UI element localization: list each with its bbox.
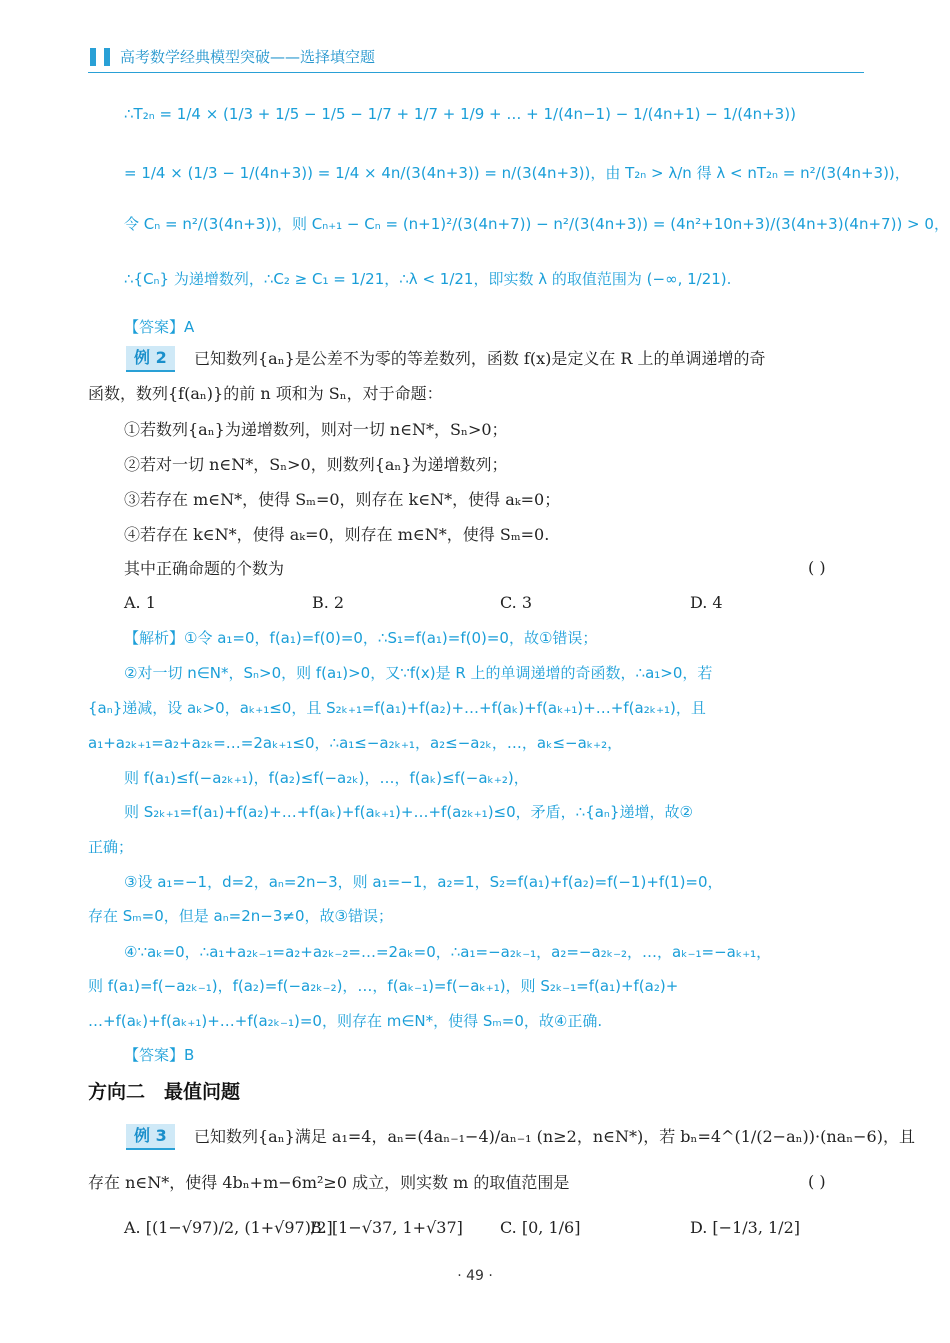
option-d: D. [−1/3, 1/2] <box>690 1218 800 1237</box>
option-c: C. 3 <box>500 593 533 612</box>
question-text: 函数，数列{f(aₙ)}的前 n 项和为 Sₙ，对于命题： <box>88 384 443 403</box>
solution-line: a₁+a₂ₖ₊₁=a₂+a₂ₖ=…=2aₖ₊₁≤0，∴a₁≤−a₂ₖ₊₁，a₂≤−a₂ₖ，…，aₖ≤−aₖ₊₂， <box>88 734 623 752</box>
option-b: B. [1−√37, 1+√37] <box>310 1218 463 1237</box>
proposition: ②若对一切 n∈N*，Sₙ>0，则数列{aₙ}为递增数列； <box>124 455 508 474</box>
question-text: 存在 n∈N*，使得 4bₙ+m−6m²≥0 成立，则实数 m 的取值范围是 <box>88 1173 570 1192</box>
example-badge: 例 3 <box>126 1124 175 1150</box>
answer-line: 【答案】B <box>124 1046 195 1064</box>
header-bar-2 <box>104 48 110 66</box>
question-prompt: 其中正确命题的个数为 <box>124 559 285 578</box>
header-title: 高考数学经典模型突破——选择填空题 <box>120 48 376 66</box>
proposition: ③若存在 m∈N*，使得 Sₘ=0，则存在 k∈N*，使得 aₖ=0； <box>124 490 561 509</box>
solution-line: 正确； <box>88 838 134 856</box>
option-c: C. [0, 1/6] <box>500 1218 581 1237</box>
option-b: B. 2 <box>312 593 345 612</box>
solution-line: = 1/4 × (1/3 − 1/(4n+3)) = 1/4 × 4n/(3(4n+3)) = n/(3(4n+3))，由 T₂ₙ > λ/n 得 λ < nT₂ₙ = n²/(3(4n+3))， <box>124 164 910 182</box>
solution-line: 则 f(a₁)=f(−a₂ₖ₋₁)，f(a₂)=f(−a₂ₖ₋₂)，…，f(aₖ₋₁)=f(−aₖ₊₁)，则 S₂ₖ₋₁=f(a₁)+f(a₂)+ <box>88 977 679 995</box>
solution-line: {aₙ}递减，设 aₖ>0，aₖ₊₁≤0，且 S₂ₖ₊₁=f(a₁)+f(a₂)+…+f(aₖ)+f(aₖ₊₁)+…+f(a₂ₖ₊₁)，且 <box>88 699 706 717</box>
proposition: ①若数列{aₙ}为递增数列，则对一切 n∈N*，Sₙ>0； <box>124 420 508 439</box>
solution-line: 则 S₂ₖ₊₁=f(a₁)+f(a₂)+…+f(aₖ)+f(aₖ₊₁)+…+f(a₂ₖ₊₁)≤0，矛盾，∴{aₙ}递增，故② <box>124 803 693 821</box>
header-bar-1 <box>90 48 96 66</box>
answer-parenthesis: ( ) <box>808 558 826 577</box>
solution-line: ②对一切 n∈N*，Sₙ>0，则 f(a₁)>0，又∵f(x)是 R 上的单调递增的奇函数，∴a₁>0，若 <box>124 664 713 682</box>
proposition: ④若存在 k∈N*，使得 aₖ=0，则存在 m∈N*，使得 Sₘ=0. <box>124 525 550 544</box>
solution-line: ③设 a₁=−1，d=2，aₙ=2n−3，则 a₁=−1，a₂=1，S₂=f(a₁)+f(a₂)=f(−1)+f(1)=0， <box>124 873 723 891</box>
running-header <box>88 46 864 73</box>
solution-line: ∴T₂ₙ = 1/4 × (1/3 + 1/5 − 1/5 − 1/7 + 1/7 + 1/9 + … + 1/(4n−1) − 1/(4n+1) − 1/(4n+3)) <box>124 105 796 123</box>
question-text: 已知数列{aₙ}满足 a₁=4，aₙ=(4aₙ₋₁−4)/aₙ₋₁ (n≥2，n∈N*)，若 bₙ=4^(1/(2−aₙ))·(naₙ−6)，且 <box>194 1127 915 1146</box>
solution-line: 令 Cₙ = n²/(3(4n+3))，则 Cₙ₊₁ − Cₙ = (n+1)²/(3(4n+7)) − n²/(3(4n+3)) = (4n²+10n+3)/(3(4n+3)(4n+7)) > 0， <box>124 215 949 233</box>
option-a: A. 1 <box>124 593 156 612</box>
solution-line: ∴{Cₙ} 为递增数列，∴C₂ ≥ C₁ = 1/21，∴λ < 1/21，即实数 λ 的取值范围为 (−∞, 1/21). <box>124 270 732 288</box>
page-number: · 49 · <box>457 1268 493 1284</box>
option-a: A. [(1−√97)/2, (1+√97)/2] <box>124 1218 333 1237</box>
example-badge: 例 2 <box>126 346 175 372</box>
solution-line: 则 f(a₁)≤f(−a₂ₖ₊₁)，f(a₂)≤f(−a₂ₖ)，…，f(aₖ)≤f(−aₖ₊₂)， <box>124 769 529 787</box>
section-heading: 方向二 最值问题 <box>88 1081 241 1103</box>
answer-line: 【答案】A <box>124 318 195 336</box>
solution-line: 【解析】①令 a₁=0，f(a₁)=f(0)=0，∴S₁=f(a₁)=f(0)=0，故①错误； <box>124 629 598 647</box>
solution-line: …+f(aₖ)+f(aₖ₊₁)+…+f(a₂ₖ₋₁)=0，则存在 m∈N*，使得 Sₘ=0，故④正确. <box>88 1012 603 1030</box>
answer-parenthesis: ( ) <box>808 1172 826 1191</box>
question-text: 已知数列{aₙ}是公差不为零的等差数列，函数 f(x)是定义在 R 上的单调递增的奇 <box>194 349 766 368</box>
option-d: D. 4 <box>690 593 723 612</box>
solution-line: ④∵aₖ=0，∴a₁+a₂ₖ₋₁=a₂+a₂ₖ₋₂=…=2aₖ=0，∴a₁=−a₂ₖ₋₁，a₂=−a₂ₖ₋₂，…，aₖ₋₁=−aₖ₊₁， <box>124 943 772 961</box>
solution-line: 存在 Sₘ=0，但是 aₙ=2n−3≠0，故③错误； <box>88 907 393 925</box>
